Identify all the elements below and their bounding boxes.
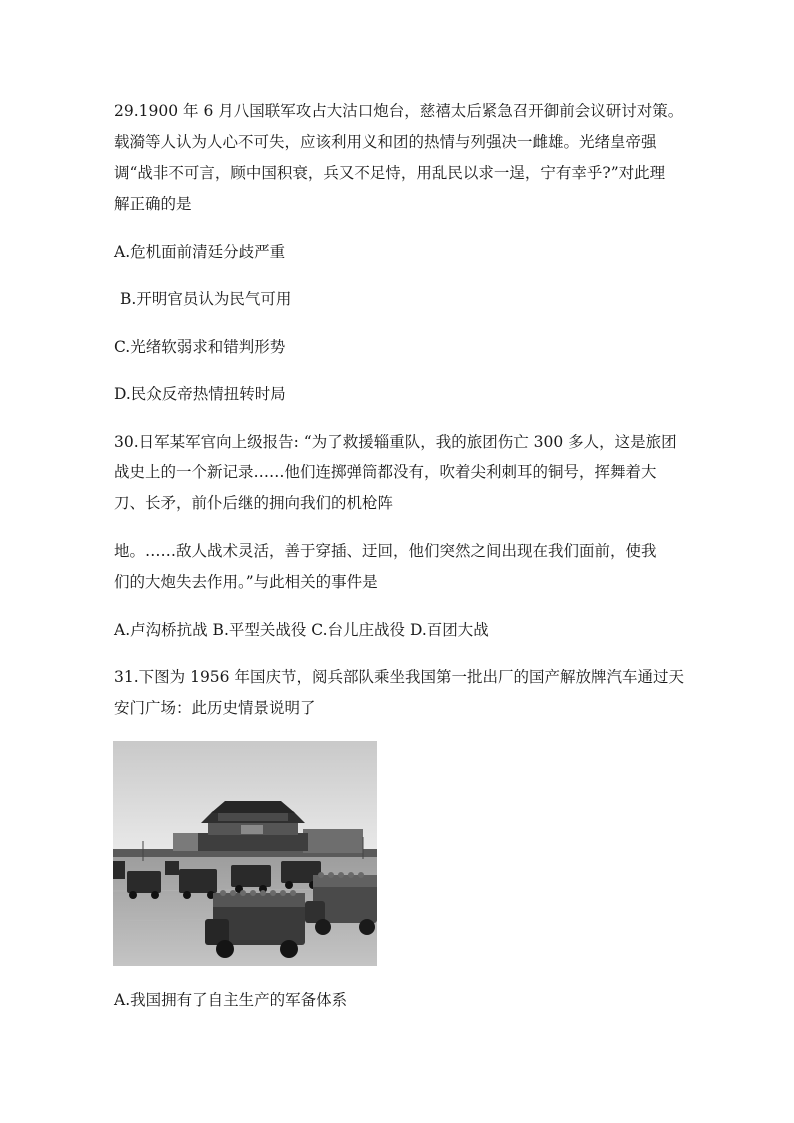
q29-option-c: C.光绪软弱求和错判形势 (114, 338, 286, 356)
q31-stem-line-1: 31.下图为 1956 年国庆节，阅兵部队乘坐我国第一批出厂的国产解放牌汽车通过天 (114, 668, 684, 686)
q29-stem-line-4: 解正确的是 (114, 195, 192, 213)
q30-stem-line-5: 们的大炮失去作用。”与此相关的事件是 (114, 573, 378, 591)
q30-stem-line-2: 战史上的一个新记录……他们连掷弹筒都没有，吹着尖利刺耳的铜号，挥舞着大 (114, 463, 657, 481)
q30-options: A.卢沟桥抗战 B.平型关战役 C.台儿庄战役 D.百团大战 (114, 621, 489, 639)
q31-stem-line-2: 安门广场：此历史情景说明了 (114, 699, 316, 717)
parade-photo (113, 741, 377, 966)
q29-stem-line-3: 调“战非不可言，顾中国积衰，兵又不足恃，用乱民以求一逞，宁有幸乎?”对此理 (114, 164, 666, 182)
q29-option-a: A.危机面前清廷分歧严重 (114, 243, 286, 261)
q29-stem-line-1: 29.1900 年 6 月八国联军攻占大沽口炮台，慈禧太后紧急召开御前会议研讨对策。 (114, 102, 684, 120)
q31-option-a: A.我国拥有了自主生产的军备体系 (114, 991, 348, 1009)
q30-stem-line-1: 30.日军某军官向上级报告: “为了救援辎重队，我的旅团伤亡 300 多人，这是旅团 (114, 433, 677, 451)
q30-stem-line-3: 刀、长矛，前仆后继的拥向我们的机枪阵 (114, 494, 394, 512)
q29-stem-line-2: 载漪等人认为人心不可失，应该利用义和团的热情与列强决一雌雄。光绪皇帝强 (114, 133, 657, 151)
q29-option-d: D.民众反帝热情扭转时局 (114, 385, 286, 403)
q30-stem-line-4: 地。……敌人战术灵活，善于穿插、迂回，他们突然之间出现在我们面前，使我 (114, 542, 657, 560)
q29-option-b: B.开明官员认为民气可用 (120, 290, 292, 308)
